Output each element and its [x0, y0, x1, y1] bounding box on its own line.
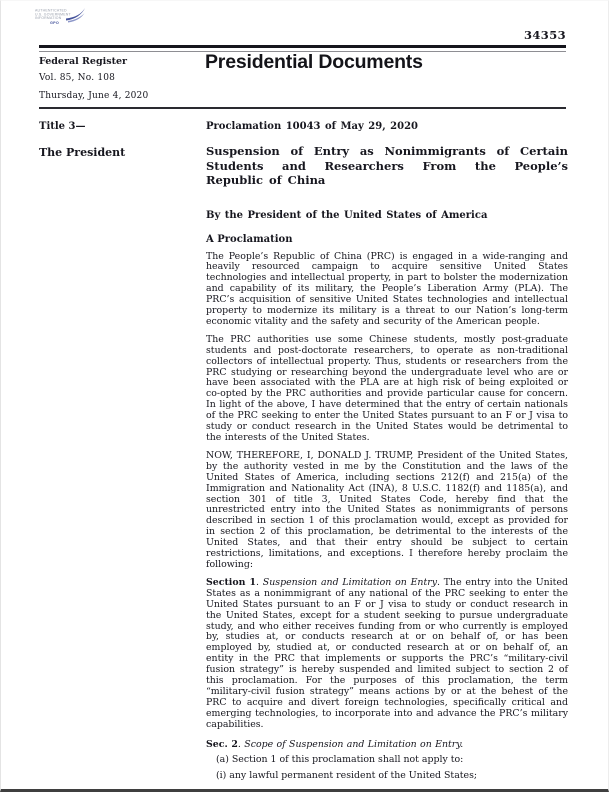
section-2-heading	[206, 740, 568, 751]
masthead-title: Presidential Documents	[205, 51, 423, 73]
section-2-title: Scope of Suspension and Limitation on Entry.	[244, 738, 464, 750]
section-1-text: . The entry into the United States as a nonimmigrant of any national of the PRC seeking to enter the United States pursuant to an F or J visa to study or conduct research in the United States, except for a student seeking to pursue undergraduate study, and who either receives funding from or who currently is employed by, studies at, or conducts research at or on behalf of, or has been employed by, studied at, or conducted research at or on behalf of, an entity in the PRC that implements or supports the PRC’s “military-civil fusion strategy” is hereby suspended and limited subject to section 2 of this proclamation. For the purposes of this proclamation, the term “military-civil fusion strategy” means actions by or at the behest of the PRC to acquire and divert foreign technologies, specifically critical and emerging technologies, to incorporate into and advance the PRC’s military capabilities.	[206, 576, 568, 730]
gpo-logo-line: U.S. GOVERNMENT	[35, 12, 71, 17]
document-heading: Suspension of Entry as Nonimmigrants of Certain Students and Researchers From the People’s Republic of China	[206, 144, 568, 187]
gpo-authenticated-logo	[35, 9, 89, 41]
paragraph-2: The PRC authorities use some Chinese students, mostly post-graduate students and post-doctorate researchers, to operate as non-traditional collectors of intellectual property. Thus, students or researchers from the PRC studying or researching beyond the undergraduate level who are or have been associated with the PLA are at high risk of being exploited or co-opted by the PRC authorities and provide particular cause for concern. In light of the above, I have determined that the entry of certain nationals of the PRC seeking to enter the United States pursuant to an F or J visa to study or conduct research in the United States would be detrimental to the interests of the United States.	[206, 333, 568, 443]
page-number: 34353	[523, 28, 566, 42]
volume-line: Vol. 85, No. 108	[39, 73, 116, 83]
masthead-left-block	[39, 56, 148, 101]
section-1-paragraph	[206, 578, 568, 731]
gpo-eagle-swoosh-icon	[65, 7, 88, 25]
margin-title-3-label: Title 3—	[39, 121, 86, 132]
clause-i: (i) any lawful permanent resident of the United States;	[216, 770, 478, 782]
publication-name: Federal Register	[39, 56, 128, 67]
date-line: Thursday, June 4, 2020	[39, 91, 149, 101]
header-rule-thick	[39, 45, 566, 48]
margin-the-president-label: The President	[39, 146, 126, 159]
proclamation-number-line: Proclamation 10043 of May 29, 2020	[206, 121, 419, 132]
paragraph-3: NOW, THEREFORE, I, DONALD J. TRUMP, President of the United States, by the authority vested in me by the Constitution and the laws of the United States of America, including sections 212(f) and 215(a) of the Immigration and Nationality Act (INA), 8 U.S.C. 1182(f) and 1185(a), and section 301 of title 3, United States Code, hereby find that the unrestricted entry into the United States as nonimmigrants of persons described in section 1 of this proclamation would, except as provided for in section 2 of this proclamation, be detrimental to the interests of the United States, and that their entry should be subject to certain restrictions, limitations, and exceptions. I therefore hereby proclaim the following:	[206, 449, 568, 570]
byline: By the President of the United States of America	[206, 209, 488, 221]
gpo-logo-line: INFORMATION	[35, 16, 62, 20]
section-1-separator: .	[256, 576, 263, 588]
document-body	[206, 121, 568, 782]
masthead-divider-rule	[39, 107, 566, 109]
section-1-label: Section 1	[206, 576, 257, 588]
subheading: A Proclamation	[206, 233, 293, 245]
section-2-separator: .	[237, 738, 245, 750]
clause-a: (a) Section 1 of this proclamation shall not apply to:	[216, 754, 464, 766]
section-1-title: Suspension and Limitation on Entry	[262, 576, 437, 588]
gpo-logo-line: AUTHENTICATED	[35, 9, 67, 13]
gpo-logo-acronym: GPO	[50, 20, 59, 25]
section-2-label: Sec. 2	[206, 738, 238, 750]
paragraph-1: The People’s Republic of China (PRC) is engaged in a wide-ranging and heavily resourced campaign to acquire sensitive United States technologies and intellectual property, in part to bolster the modernization and capability of its military, the People’s Liberation Army (PLA). The PRC’s acquisition of sensitive United States technologies and intellectual property to modernize its military is a threat to our Nation’s long-term economic vitality and the safety and security of the American people.	[206, 250, 568, 327]
